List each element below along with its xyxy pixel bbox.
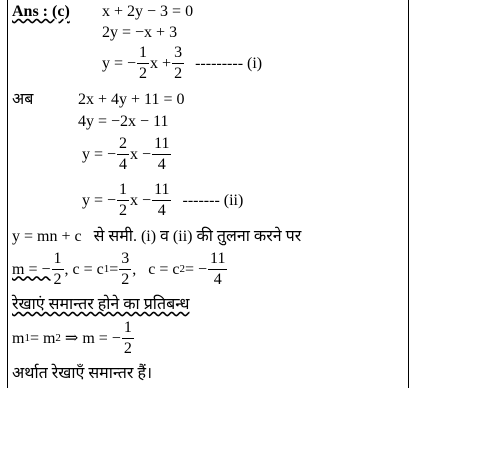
- fraction: $\frac{1}{2}$: [53, 250, 62, 288]
- prefix-ab: अब: [12, 91, 34, 108]
- fraction: $\frac{1}{2}$: [119, 181, 128, 219]
- conclusion: अर्थात रेखाएँ समान्तर हैं।: [12, 365, 153, 382]
- fraction: $\frac{3}{2}$: [174, 44, 183, 82]
- fraction: $\frac{2}{4}$: [119, 135, 128, 173]
- equation-1: x + 2y − 3 = 0: [102, 3, 194, 20]
- equation-4: 2x + 4y + 11 = 0: [78, 91, 185, 108]
- fraction: $\frac{11}{4}$: [210, 250, 226, 288]
- parallel-condition: रेखाएं समान्तर होने का प्रतिबन्ध: [12, 296, 190, 313]
- fraction: $\frac{3}{2}$: [121, 250, 130, 288]
- fraction: $\frac{11}{4}$: [154, 181, 170, 219]
- equation-3: y = − $\frac{1}{2}$ x + $\frac{3}{2}$ --------- (i): [102, 44, 263, 82]
- equation-7: y = − $\frac{1}{2}$ x − $\frac{11}{4}$ ------- (ii): [82, 181, 244, 219]
- fraction: $\frac{1}{2}$: [139, 44, 148, 82]
- answer-label: Ans : (c): [12, 3, 70, 20]
- equation-6: y = − $\frac{2}{4}$ x − $\frac{11}{4}$: [82, 135, 170, 173]
- slope-equality: m 1 = m 2 ⇒ m = − $\frac{1}{2}$: [12, 319, 132, 357]
- fraction: $\frac{11}{4}$: [154, 135, 170, 173]
- equation-2: 2y = −x + 3: [102, 24, 178, 41]
- equation-5: 4y = −2x − 11: [78, 113, 169, 130]
- values-line: m = − $\frac{1}{2}$ , c = c 1 = $\frac{3}{2}$ , c = c 2 = − $\frac{11}{4}$: [12, 250, 226, 288]
- fraction: $\frac{1}{2}$: [123, 319, 132, 357]
- comparison-line: y = mn + c से समी. (i) व (ii) की तुलना करने पर: [12, 228, 302, 245]
